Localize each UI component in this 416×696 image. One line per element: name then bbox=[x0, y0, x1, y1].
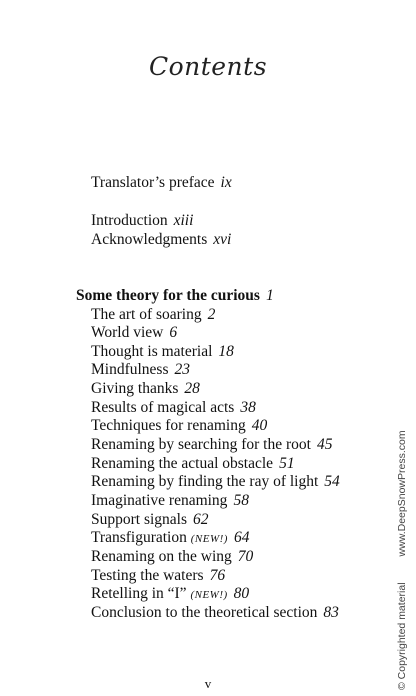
toc-part-heading[interactable] bbox=[76, 287, 274, 305]
toc-page-number: 1 bbox=[265, 287, 274, 304]
toc-label: Mindfulness bbox=[91, 361, 169, 378]
toc-page-number: 6 bbox=[169, 324, 178, 341]
toc-page-number: 45 bbox=[316, 436, 333, 453]
toc-label: Acknowledgments bbox=[91, 231, 208, 248]
toc-page-number: 58 bbox=[233, 492, 249, 509]
toc-entry-acknowledgments[interactable] bbox=[91, 231, 231, 249]
toc-entry[interactable] bbox=[91, 473, 340, 491]
toc-label: Support signals bbox=[91, 511, 188, 528]
toc-label: Renaming on the wing bbox=[91, 548, 232, 565]
toc-entry[interactable] bbox=[91, 455, 295, 473]
toc-entry[interactable] bbox=[91, 380, 200, 398]
toc-entry[interactable] bbox=[91, 492, 249, 510]
toc-page-number: 83 bbox=[323, 604, 339, 621]
toc-page-number: 2 bbox=[207, 306, 216, 323]
toc-entry-translators-preface[interactable] bbox=[91, 174, 232, 192]
toc-page-number: 38 bbox=[240, 399, 256, 416]
toc-label: Giving thanks bbox=[91, 380, 179, 397]
sidebar-watermark bbox=[396, 430, 408, 690]
toc-entry[interactable] bbox=[91, 567, 225, 585]
toc-page-number: 40 bbox=[251, 417, 268, 434]
page-title: Contents bbox=[148, 52, 268, 81]
toc-label: Retelling in “I” bbox=[91, 585, 187, 602]
toc-page-number: 80 bbox=[233, 585, 250, 602]
toc-label: Transfiguration bbox=[91, 529, 187, 546]
copyright-notice: © Copyrighted material bbox=[396, 582, 408, 690]
toc-label: Introduction bbox=[91, 212, 168, 229]
toc-entry[interactable] bbox=[91, 548, 253, 566]
toc-entry[interactable] bbox=[91, 511, 209, 529]
toc-label: Testing the waters bbox=[91, 567, 204, 584]
toc-entry[interactable] bbox=[91, 604, 339, 622]
toc-page-number: 76 bbox=[209, 567, 226, 584]
toc-label: Conclusion to the theoretical section bbox=[91, 604, 318, 621]
toc-page-number: 51 bbox=[279, 455, 295, 472]
toc-page-number: 18 bbox=[218, 343, 234, 360]
toc-label: Some theory for the curious bbox=[76, 287, 260, 304]
toc-page-number: 64 bbox=[233, 529, 250, 546]
toc-entry[interactable] bbox=[91, 417, 267, 435]
toc-entry-introduction[interactable] bbox=[91, 212, 193, 230]
toc-label: Thought is material bbox=[91, 343, 213, 360]
toc-entry[interactable] bbox=[91, 399, 256, 417]
toc-entry[interactable] bbox=[91, 585, 249, 604]
toc-page-number: 23 bbox=[174, 361, 190, 378]
new-badge: (NEW!) bbox=[190, 589, 228, 601]
toc-entry[interactable] bbox=[91, 324, 177, 342]
page-number-footer: v bbox=[204, 676, 212, 691]
toc-label: Results of magical acts bbox=[91, 399, 235, 416]
publisher-url[interactable]: www.DeepSnowPress.com bbox=[396, 430, 408, 557]
toc-page-number: xiii bbox=[173, 212, 194, 229]
toc-label: Techniques for renaming bbox=[91, 417, 246, 434]
new-badge: (NEW!) bbox=[190, 533, 228, 545]
toc-label: Renaming by searching for the root bbox=[91, 436, 311, 453]
toc-entry[interactable] bbox=[91, 361, 190, 379]
toc-label: Imaginative renaming bbox=[91, 492, 228, 509]
toc-label: World view bbox=[91, 324, 164, 341]
toc-page-number: ix bbox=[220, 174, 232, 191]
toc-page-number: 28 bbox=[184, 380, 200, 397]
toc-label: The art of soaring bbox=[91, 306, 202, 323]
toc-entry[interactable] bbox=[91, 436, 332, 454]
toc-label: Translator’s preface bbox=[91, 174, 215, 191]
toc-page-number: xvi bbox=[213, 231, 232, 248]
toc-page-number: 62 bbox=[193, 511, 209, 528]
toc-page-number: 54 bbox=[324, 473, 340, 490]
toc-label: Renaming by finding the ray of light bbox=[91, 473, 319, 490]
toc-entry[interactable] bbox=[91, 343, 234, 361]
toc-entry[interactable] bbox=[91, 529, 249, 548]
toc-page-number: 70 bbox=[237, 548, 254, 565]
toc-entry[interactable] bbox=[91, 306, 215, 324]
toc-label: Renaming the actual obstacle bbox=[91, 455, 274, 472]
